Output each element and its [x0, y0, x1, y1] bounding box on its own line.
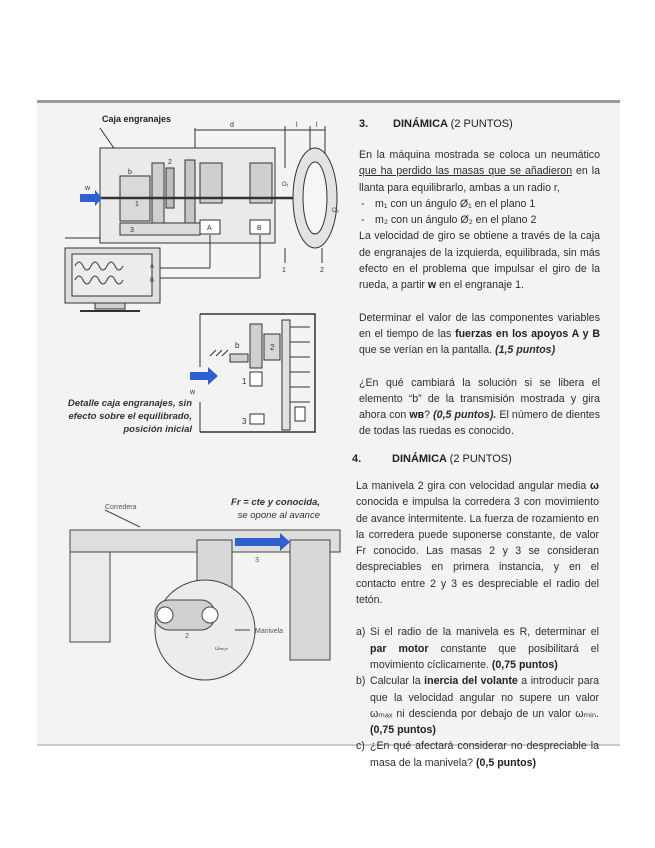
label-2: 2: [168, 159, 172, 166]
top-rule: [37, 100, 620, 103]
question-c: c) ¿En qué afectará considerar no despreciable la masa de la manivela? (0,5 puntos): [356, 740, 599, 769]
question-b: b) Calcular la inercia del volante a introducir para que la velocidad angular no supere un valor ωₘₐₓ ni descienda por debajo de un valor ωₘᵢₙ. (0,75 puntos): [356, 675, 600, 737]
crank-slider-diagram: [65, 500, 350, 685]
section-3-number: 3.: [359, 118, 369, 130]
section-4-body: [356, 478, 599, 771]
section-3-paragraph-1: En la máquina mostrada se coloca un neumático que ha perdido las masas que se añadieron en la llanta para equilibrarlo, ambas a un radio r,: [359, 149, 600, 194]
detail-label-b: b: [235, 341, 240, 350]
screen-b-label: B: [150, 278, 155, 284]
mass-list: [359, 196, 600, 229]
section-3-title: DINÁMICA: [393, 118, 448, 130]
guide-post-right: [290, 540, 330, 660]
mass-item-2: - m₂ con un ángulo Ø₂ en el plano 2: [375, 212, 600, 228]
section-3-points: (2 PUNTOS): [450, 118, 513, 130]
section-4-number: 4.: [352, 453, 362, 465]
label-1: 1: [135, 201, 139, 208]
detail-label-2: 2: [270, 343, 275, 352]
label-o1: O₁: [282, 182, 289, 188]
section-4-paragraph-1: La manivela 2 gira con velocidad angular media ω conocida e impulsa la corredera 3 con movimiento de avance intermitente. La fuerza de rozamiento en la corredera puede suponerse constante, de valor Fr conocido. Las masas 2 y 3 se consideran despreciables en primera instancia, y en el contacto entre 2 y 3 es despreciable el radio del tetón.: [356, 480, 599, 607]
detail-caption-line-3: posición inicial: [123, 424, 192, 435]
section-4-title: DINÁMICA: [392, 453, 447, 465]
screen-a-label: A: [150, 264, 155, 270]
section-3-body: [359, 147, 600, 440]
section-3-heading: [359, 118, 513, 130]
corredera-label: Corredera: [105, 504, 137, 511]
detail-input-arrow: [190, 367, 218, 385]
section-3-paragraph-2: La velocidad de giro se obtiene a través de la caja de engranajes de la izquierda, equilibrada, sin más efecto en el problema que impulsar el giro de la rueda, a partir w en el engranaje 1.: [359, 230, 600, 292]
machine-diagram: [60, 108, 355, 318]
detail-caption: [60, 397, 192, 436]
input-arrow-w: [80, 190, 102, 206]
detail-caption-line-1: Detalle caja engranajes, sin: [67, 398, 192, 409]
section-3-paragraph-4: ¿En qué cambiará la solución si se libera el elemento “b” de la transmisión mostrada y gira ahora con wʙ? (0,5 puntos). El número de dientes de todas las ruedas es conocido.: [359, 376, 600, 438]
detail-caption-line-2: efecto sobre el equilibrado,: [68, 411, 192, 422]
question-a: a) Si el radio de la manivela es R, determinar el par motor constante que posibilitará el movimiento cíclicamente. (0,75 puntos): [356, 626, 599, 671]
label-3: 3: [130, 227, 134, 234]
plane-1-label: 1: [282, 267, 286, 274]
section-4-questions: [356, 624, 599, 771]
force-note-line-2: se opone al avance: [237, 510, 320, 521]
crank-label-2: 2: [185, 633, 189, 640]
section-3-paragraph-3: Determinar el valor de las componentes variables en el tiempo de las fuerzas en los apoyos A y B que se verían en la pantalla. (1,5 puntos): [359, 311, 600, 357]
section-4-points: (2 PUNTOS): [449, 453, 512, 465]
gear-2: [166, 168, 174, 208]
omega-label: ωₘₑₙ: [215, 646, 229, 652]
dim-l1: l: [296, 122, 298, 129]
slider-label-3: 3: [255, 557, 259, 564]
label-w: w: [85, 185, 91, 192]
section-4-heading: [352, 453, 512, 465]
detail-label-1: 1: [242, 377, 247, 386]
detail-label-w: w: [190, 389, 196, 396]
force-note-line-1: Fr = cte y conocida,: [231, 497, 320, 508]
manivela-label: Manivela: [255, 628, 284, 635]
mass-item-1: - m₁ con un ángulo Ø₁ en el plano 1: [375, 196, 600, 212]
detail-label-3: 3: [242, 417, 247, 426]
support-a-label: A: [207, 225, 212, 232]
label-o2: O₂: [332, 208, 339, 214]
dim-d: d: [230, 122, 234, 129]
plane-2-label: 2: [320, 267, 324, 274]
label-b: b: [128, 169, 132, 176]
dim-l2: l: [316, 122, 318, 129]
caja-label: Caja engranajes: [102, 114, 172, 124]
support-b-label: B: [257, 225, 262, 232]
gearbox-detail-diagram: [190, 312, 322, 434]
